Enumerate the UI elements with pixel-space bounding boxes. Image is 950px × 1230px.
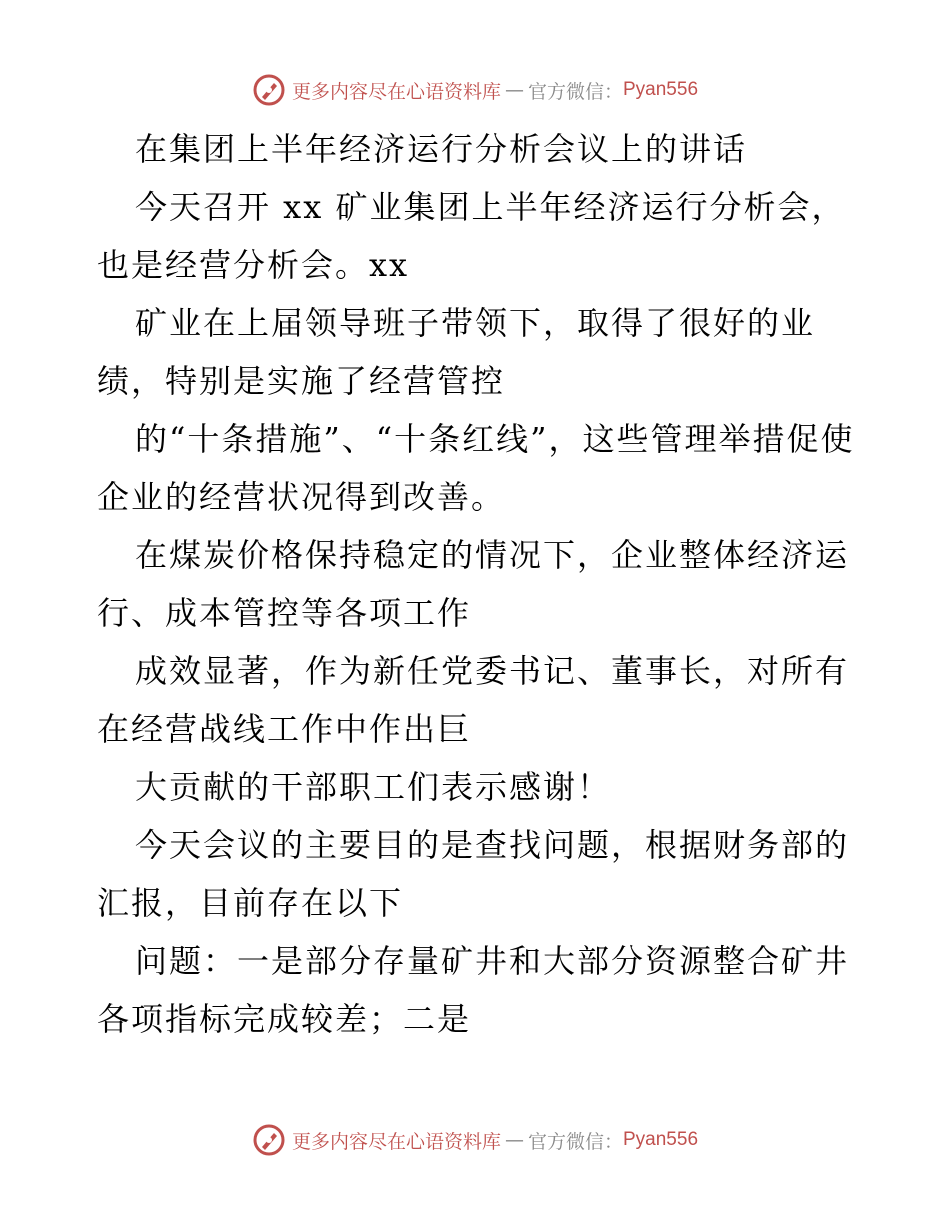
paragraph: 矿业在上届领导班子带领下，取得了很好的业绩，特别是实施了经营管控 xyxy=(97,304,816,400)
paragraph: 今天会议的主要目的是查找问题，根据财务部的汇报，目前存在以下 xyxy=(97,826,850,922)
footer-watermark xyxy=(0,1120,950,1160)
pen-seal-logo-icon xyxy=(252,73,286,107)
watermark-label: 官方微信： xyxy=(527,80,623,103)
paragraph: 大贡献的干部职工们表示感谢！ xyxy=(135,768,612,806)
watermark-label: 官方微信： xyxy=(527,1130,623,1153)
watermark-separator: — xyxy=(504,1129,524,1151)
document-body xyxy=(97,120,857,1048)
paragraph: 问题：一是部分存量矿井和大部分资源整合矿井各项指标完成较差；二是 xyxy=(97,942,850,1038)
paragraph: 今天召开 xx 矿业集团上半年经济运行分析会，也是经营分析会。xx xyxy=(97,188,846,284)
pen-seal-logo-icon xyxy=(252,1123,286,1157)
paragraph: 成效显著，作为新任党委书记、董事长，对所有在经营战线工作中作出巨 xyxy=(97,652,850,748)
paragraph: 在煤炭价格保持稳定的情况下，企业整体经济运行、成本管控等各项工作 xyxy=(97,536,850,632)
header-watermark xyxy=(0,70,950,110)
watermark-handle: Pyan556 xyxy=(623,1129,699,1150)
watermark-handle: Pyan556 xyxy=(623,79,699,100)
paragraph: 的“十条措施”、“十条红线”，这些管理举措促使企业的经营状况得到改善。 xyxy=(97,420,855,516)
watermark-text: 更多内容尽在心语资料库 xyxy=(291,1130,501,1153)
watermark-text: 更多内容尽在心语资料库 xyxy=(291,80,501,103)
watermark-separator: — xyxy=(504,79,524,101)
document-title: 在集团上半年经济运行分析会议上的讲话 xyxy=(135,130,748,168)
